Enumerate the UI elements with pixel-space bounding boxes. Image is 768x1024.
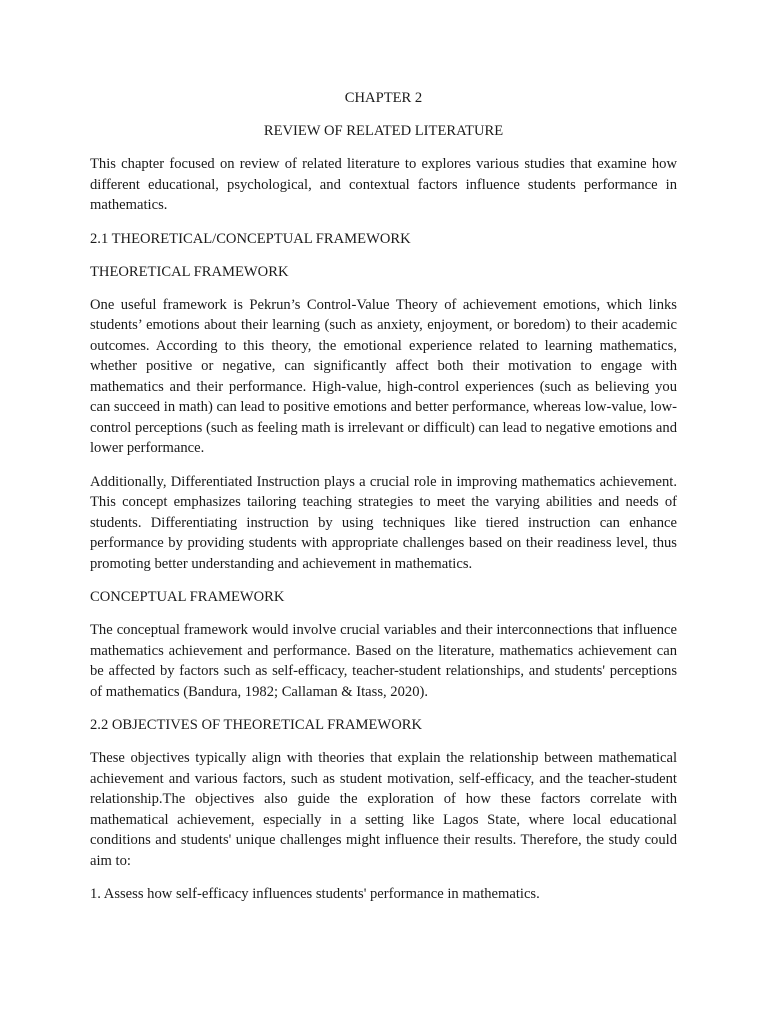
conceptual-paragraph-1: The conceptual framework would involve crucial variables and their interconnections that influence mathematics achievement and performance. Based on the literature, mathematics achievement can be affected by factors such as self-efficacy, teacher-student relationships, and students' perceptions of mathematics (Bandura, 1982; Callaman & Itass, 2020). — [90, 622, 677, 700]
theoretical-framework-heading: THEORETICAL FRAMEWORK — [90, 263, 289, 280]
theoretical-paragraph-2: Additionally, Differentiated Instruction plays a crucial role in improving mathematics achievement. This concept emphasizes tailoring teaching strategies to meet the varying abilities and needs of students. Differentiating instruction by using techniques like tiered instruction can enhance performance by providing students with appropriate challenges based on their readiness level, thus promoting better understanding and achievement in mathematics. — [90, 473, 677, 572]
section-2-2-heading: 2.2 OBJECTIVES OF THEORETICAL FRAMEWORK — [90, 717, 423, 733]
chapter-label: CHAPTER 2 — [344, 90, 423, 106]
conceptual-framework-heading: CONCEPTUAL FRAMEWORK — [90, 589, 285, 605]
section-2-1-heading: 2.1 THEORETICAL/CONCEPTUAL FRAMEWORK — [90, 230, 411, 247]
document-page — [90, 88, 677, 918]
objective-item-1: 1. Assess how self-efficacy influences students' performance in mathematics. — [90, 886, 540, 902]
objectives-paragraph: These objectives typically align with theories that explain the relationship between mathematical achievement and various factors, such as student motivation, self-efficacy, and the teacher-student relationship.The objectives also guide the exploration of how these factors correlate with mathematical achievement, especially in a setting like Lagos State, where local educational conditions and students' unique challenges might influence their results. Therefore, the study could aim to: — [90, 750, 677, 869]
intro-paragraph: This chapter focused on review of related literature to explores various studies that examine how different educational, psychological, and contextual factors influence students performance in mathematics. — [90, 156, 677, 213]
theoretical-paragraph-1: One useful framework is Pekrun’s Control-Value Theory of achievement emotions, which links students’ emotions about their learning (such as anxiety, enjoyment, or boredom) to their academic outcomes. According to this theory, the emotional experience related to learning mathematics, whether positive or negative, can significantly affect both their motivation to engage with mathematics and their performance. High-value, high-control experiences (such as believing you can succeed in math) can lead to positive emotions and better performance, whereas low-value, low-control perceptions (such as feeling math is irrelevant or difficult) can lead to negative emotions and lower performance. — [90, 296, 677, 456]
chapter-title: REVIEW OF RELATED LITERATURE — [263, 123, 504, 139]
